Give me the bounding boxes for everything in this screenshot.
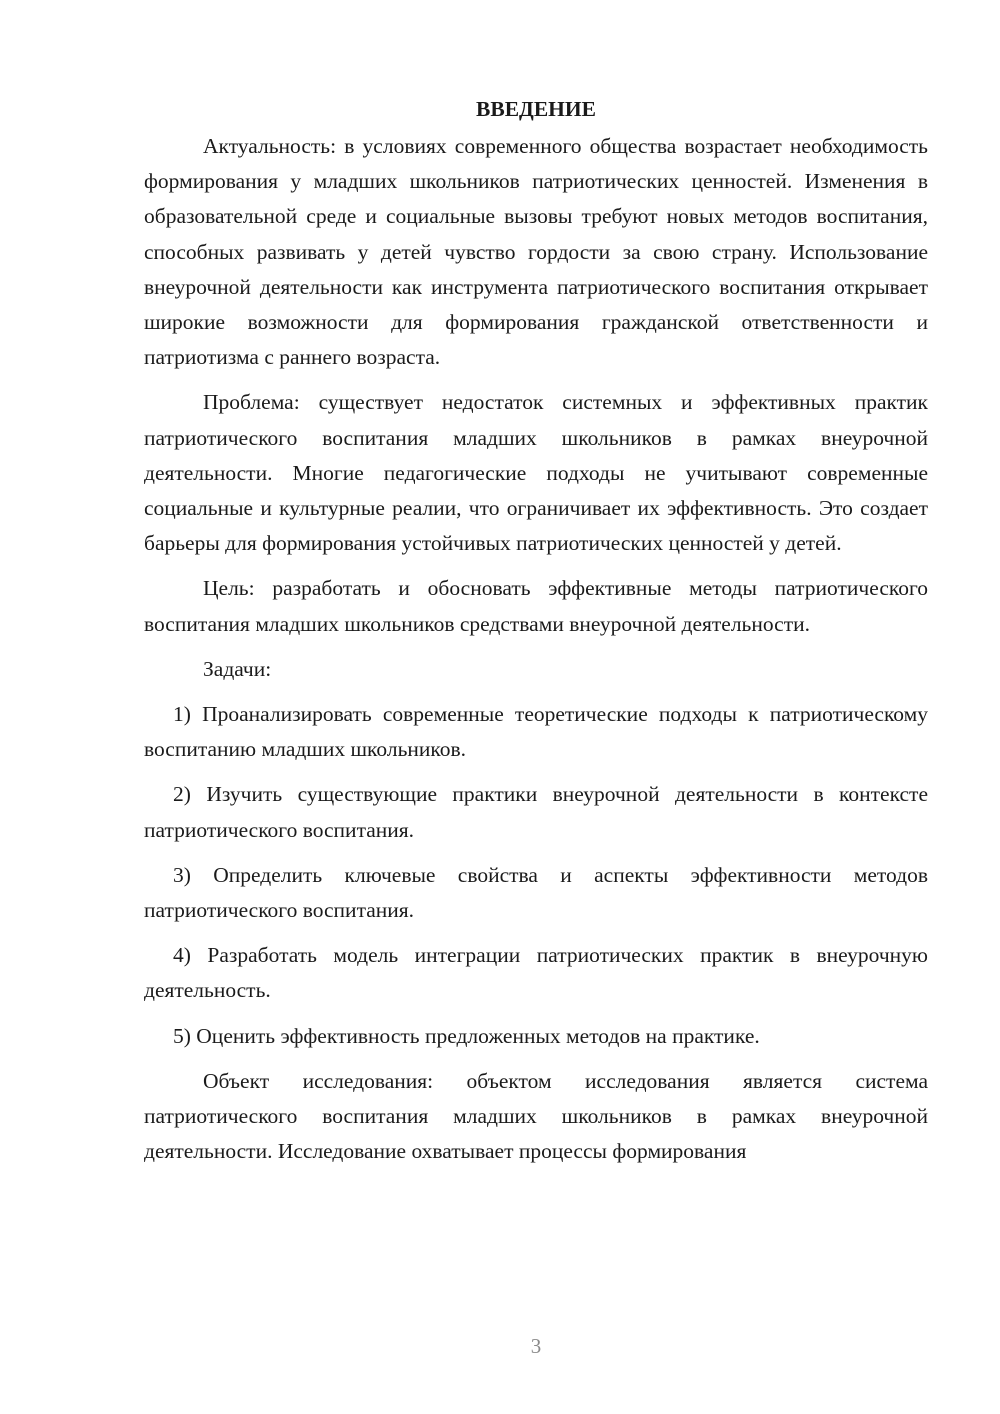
page-content <box>144 92 928 1169</box>
task-item: 1) Проанализировать современные теоретические подходы к патриотическому воспитанию младших школьников. <box>144 702 928 762</box>
task-item: 2) Изучить существующие практики внеурочной деятельности в контексте патриотического воспитания. <box>144 782 928 842</box>
section-heading: ВВЕДЕНИЕ <box>476 97 596 121</box>
relevance-paragraph: Актуальность: в условиях современного общества возрастает необходимость формирования у младших школьников патриотических ценностей. Изменения в образовательной среде и социальные вызовы требуют новых методов воспитания, способных развивать у детей чувство гордости за свою страну. Использование внеурочной деятельности как инструмента патриотического воспитания открывает широкие возможности для формирования гражданской ответственности и патриотизма с раннего возраста. <box>144 134 928 370</box>
task-item: 5) Оценить эффективность предложенных методов на практике. <box>173 1023 760 1048</box>
page-number: 3 <box>530 1334 542 1358</box>
object-paragraph: Объект исследования: объектом исследования является система патриотического воспитания младших школьников в рамках внеурочной деятельности. Исследование охватывает процессы формирования <box>144 1068 928 1164</box>
goal-paragraph: Цель: разработать и обосновать эффективные методы патриотического воспитания младших школьников средствами внеурочной деятельности. <box>144 576 928 636</box>
task-item: 4) Разработать модель интеграции патриотических практик в внеурочную деятельность. <box>144 943 928 1003</box>
task-item: 3) Определить ключевые свойства и аспекты эффективности методов патриотического воспитания. <box>144 862 928 923</box>
problem-paragraph: Проблема: существует недостаток системных и эффективных практик патриотического воспитания младших школьников в рамках внеурочной деятельности. Многие педагогические подходы не учитывают современные социальные и культурные реалии, что ограничивает их эффективность. Это создает барьеры для формирования устойчивых патриотических ценностей у детей. <box>144 390 928 556</box>
tasks-label: Задачи: <box>203 656 272 681</box>
